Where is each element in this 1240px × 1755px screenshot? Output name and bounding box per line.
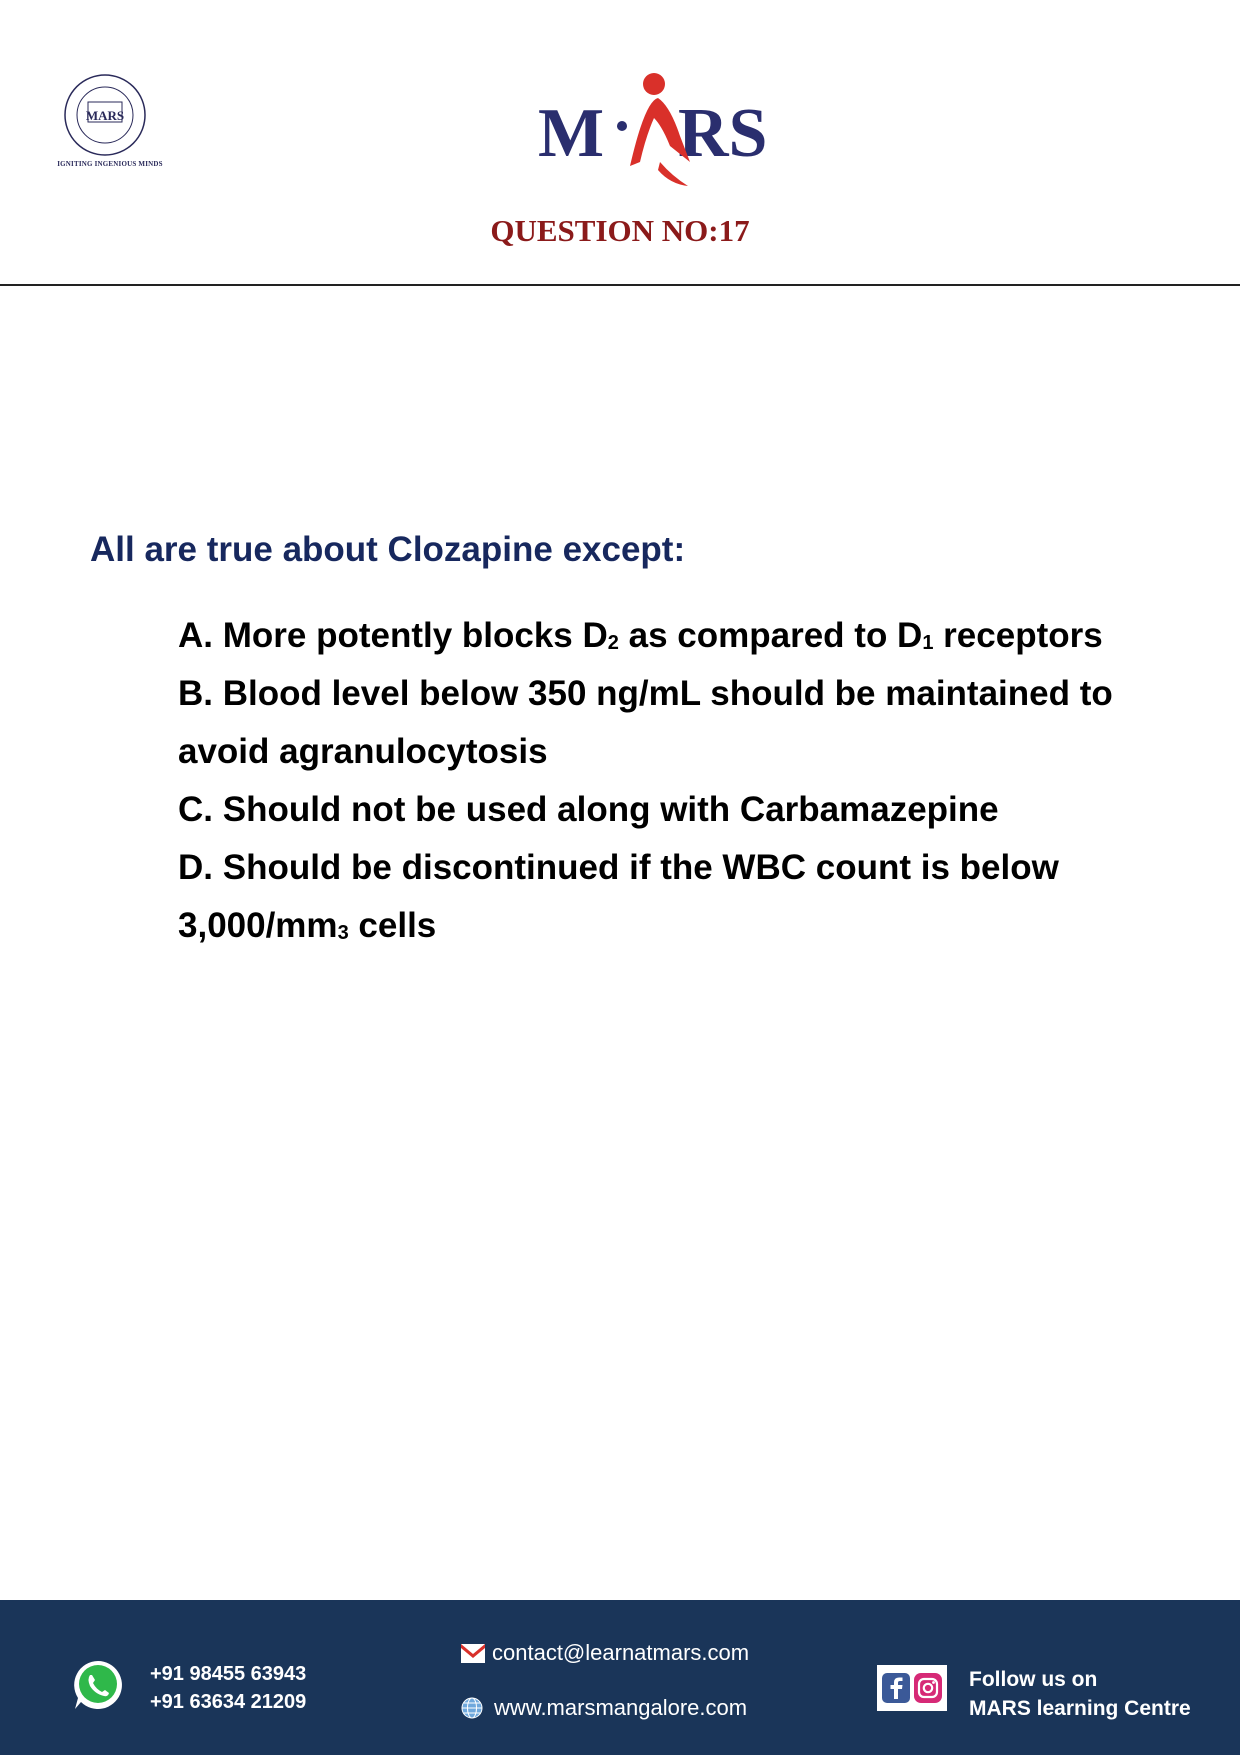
email-link[interactable]: contact@learnatmars.com — [492, 1640, 750, 1665]
svg-text:RS: RS — [678, 95, 768, 172]
instagram-icon[interactable] — [914, 1673, 942, 1703]
whatsapp-icon[interactable] — [70, 1657, 126, 1713]
website-link[interactable]: www.marsmangalore.com — [494, 1695, 748, 1720]
follow-line-1: Follow us on — [969, 1668, 1098, 1691]
academy-seal-logo — [50, 70, 170, 180]
follow-us-text — [969, 1665, 1191, 1723]
footer-bar — [0, 1600, 1240, 1755]
option-a: A. More potently blocks $D_2$ as compared to $D_1$ receptors — [178, 616, 1103, 655]
social-icons — [877, 1665, 947, 1711]
question-number: QUESTION NO:17 — [490, 213, 750, 248]
seal-emblem — [50, 70, 170, 160]
question-stem: All are true about Clozapine except: — [90, 530, 686, 569]
mars-brand-logo — [530, 66, 790, 192]
globe-icon — [461, 1697, 483, 1719]
mail-icon — [461, 1644, 485, 1663]
phone-2[interactable]: +91 63634 21209 — [150, 1691, 307, 1713]
header-divider — [0, 284, 1240, 286]
phone-numbers — [150, 1660, 306, 1716]
svg-text:M: M — [538, 95, 605, 172]
option-d: D. Should be discontinued if the WBC count is below $3,000/mm_3$ cells — [178, 848, 1059, 945]
phone-1[interactable]: +91 98455 63943 — [150, 1663, 307, 1685]
answer-options — [178, 607, 1188, 955]
svg-text:MARS: MARS — [85, 108, 125, 123]
seal-tagline: IGNITING INGENIOUS MINDS — [57, 160, 163, 168]
option-c: C. Should not be used along with Carbamazepine — [178, 790, 999, 829]
option-b: B. Blood level below 350 ng/mL should be maintained to avoid agranulocytosis — [178, 674, 1113, 771]
follow-line-2[interactable]: MARS learning Centre — [969, 1697, 1191, 1720]
facebook-icon[interactable] — [882, 1673, 910, 1703]
